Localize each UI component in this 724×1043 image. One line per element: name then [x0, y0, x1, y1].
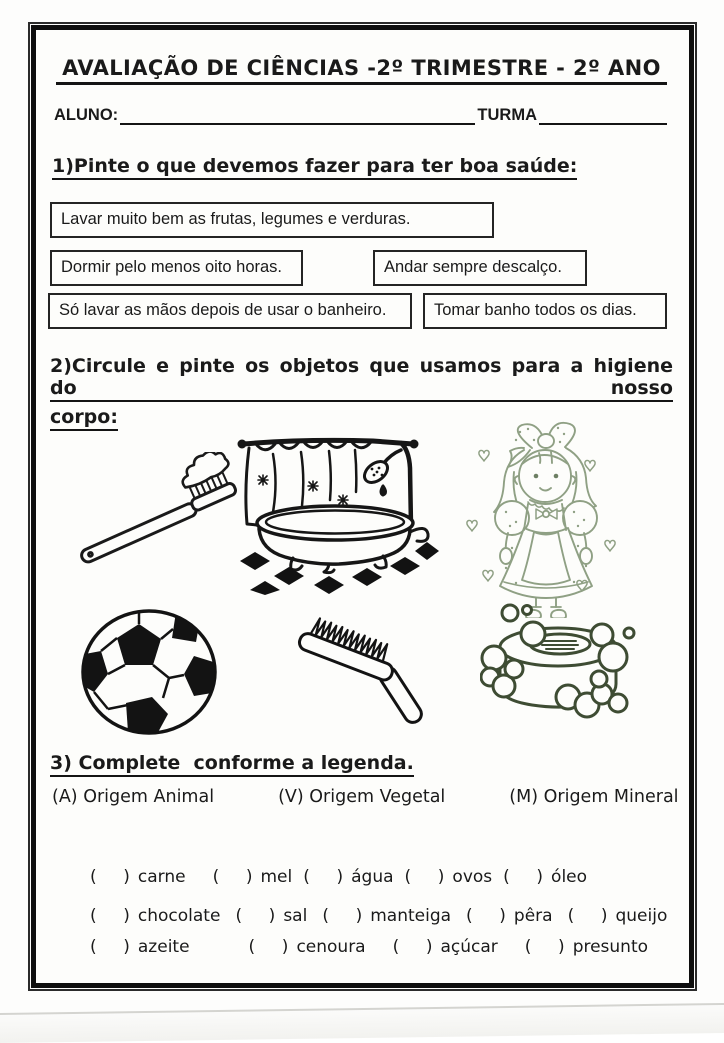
- bathtub-illustration: [233, 428, 441, 596]
- q1-option-box-bath: [423, 293, 667, 329]
- legend-mineral-origin: (M) Origem Mineral: [509, 787, 679, 807]
- answer-word: açúcar: [440, 937, 498, 957]
- question2-heading-line1: 2)Circule e pinte os objetos que usamos para a higiene do nosso: [50, 355, 673, 402]
- answer-word: carne: [137, 867, 186, 887]
- student-name-blank-line: [120, 105, 475, 125]
- curtain-folds: [273, 450, 356, 512]
- answer-word: queijo: [615, 906, 668, 926]
- answer-blank-parentheses: ( ): [567, 906, 609, 926]
- q1-option-row-3: [50, 293, 673, 329]
- page-border-frame: [28, 22, 697, 991]
- answer-row-1: [90, 867, 673, 887]
- answer-word: água: [351, 867, 394, 887]
- answer-item-acucar: [393, 937, 498, 957]
- q1-option-text: Lavar muito bem as frutas, legumes e verduras.: [61, 210, 411, 228]
- class-label: TURMA: [477, 106, 537, 124]
- answer-word: chocolate: [137, 906, 221, 926]
- question3-heading: 3) Complete conforme a legenda.: [50, 752, 414, 777]
- face: [519, 450, 571, 502]
- q1-option-text: Dormir pelo menos oito horas.: [61, 258, 283, 276]
- student-header-row: [54, 105, 667, 125]
- page-border-frame-inner: [31, 25, 694, 988]
- answer-item-queijo: [568, 906, 668, 926]
- answer-word: mel: [260, 867, 293, 887]
- answer-item-carne: [90, 867, 186, 887]
- answer-item-agua: [303, 867, 393, 887]
- answer-item-cenoura: [249, 937, 366, 957]
- answer-row-3: [90, 937, 673, 957]
- answer-word: cenoura: [296, 937, 366, 957]
- q1-option-box-wash-hands: [48, 293, 412, 329]
- soap-illustration: [480, 598, 640, 723]
- soccer-ball-illustration: [66, 606, 236, 741]
- answer-word: ovos: [452, 867, 493, 887]
- answer-item-oleo: [503, 867, 587, 887]
- answer-blank-parentheses: ( ): [466, 906, 507, 926]
- answer-word: pêra: [513, 906, 553, 926]
- answer-blank-parentheses: ( ): [90, 906, 131, 926]
- q1-option-box-barefoot: [373, 250, 587, 286]
- answer-blank-parentheses: ( ): [404, 867, 446, 887]
- scan-edge-artifact: [0, 1003, 724, 1043]
- legend-row: [52, 787, 679, 807]
- answer-item-presunto: [525, 937, 648, 957]
- answer-blank-parentheses: ( ): [90, 867, 131, 887]
- student-name-label: ALUNO:: [54, 106, 119, 124]
- curtain-left-edge: [246, 448, 257, 525]
- question2-heading: [50, 355, 673, 428]
- answer-blank-parentheses: ( ): [303, 867, 345, 887]
- answer-item-mel: [213, 867, 293, 887]
- answer-blank-parentheses: ( ): [524, 937, 566, 957]
- answer-item-chocolate: [90, 906, 220, 926]
- answer-row-2: [90, 906, 673, 926]
- legend-animal-origin: (A) Origem Animal: [52, 787, 215, 807]
- water-drip: [381, 486, 386, 495]
- question1-heading: 1)Pinte o que devemos fazer para ter boa saúde:: [52, 155, 577, 180]
- answer-blank-parentheses: ( ): [212, 867, 254, 887]
- q1-option-text: Só lavar as mãos depois de usar o banheiro.: [59, 301, 387, 319]
- answer-word: presunto: [572, 937, 649, 957]
- answer-blank-parentheses: ( ): [322, 906, 364, 926]
- answer-word: óleo: [551, 867, 588, 887]
- page-title: AVALIAÇÃO DE CIÊNCIAS -2º TRIMESTRE - 2º ANO: [56, 56, 667, 85]
- hygiene-objects-area: [50, 430, 673, 736]
- doll-illustration: [460, 420, 632, 618]
- q1-option-text: Tomar banho todos os dias.: [434, 301, 637, 319]
- bow-knot: [538, 434, 554, 448]
- q1-option-box-sleep: [50, 250, 303, 286]
- answer-blank-parentheses: ( ): [392, 937, 434, 957]
- answer-word: sal: [283, 906, 308, 926]
- answer-word: azeite: [137, 937, 190, 957]
- class-blank-line: [539, 105, 667, 125]
- answer-item-pera: [466, 906, 553, 926]
- legend-vegetal-origin: (V) Origem Vegetal: [278, 787, 446, 807]
- answer-item-sal: [235, 906, 307, 926]
- answer-blank-parentheses: ( ): [503, 867, 545, 887]
- answer-item-azeite: [90, 937, 190, 957]
- answer-blank-parentheses: ( ): [248, 937, 290, 957]
- toothbrush-illustration: [62, 452, 252, 574]
- q1-option-row-2: [50, 250, 673, 286]
- answer-blank-parentheses: ( ): [90, 937, 131, 957]
- q1-option-text: Andar sempre descalço.: [384, 258, 562, 276]
- answer-blank-parentheses: ( ): [235, 906, 277, 926]
- comb-illustration: [290, 610, 450, 725]
- question2-heading-line2: corpo:: [50, 406, 118, 431]
- q1-option-box-wash-produce: [50, 202, 494, 238]
- answers-section: [90, 867, 673, 957]
- answer-item-ovos: [405, 867, 493, 887]
- answer-item-manteiga: [322, 906, 451, 926]
- page-content: [36, 30, 689, 983]
- answer-word: manteiga: [370, 906, 452, 926]
- faucet-curl: [410, 528, 428, 541]
